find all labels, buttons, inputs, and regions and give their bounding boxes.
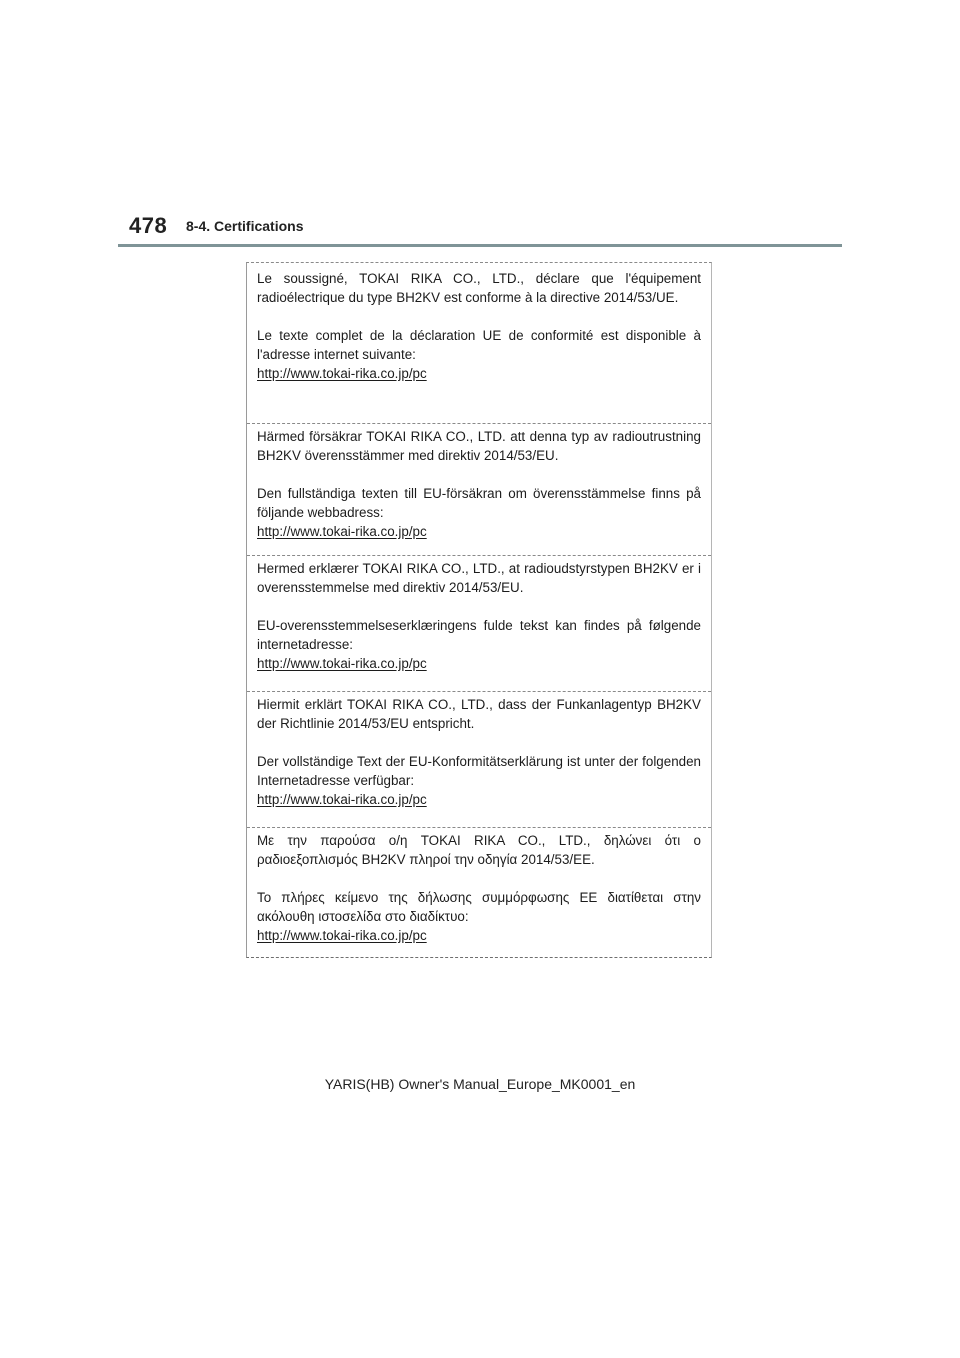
declaration-url-link[interactable]: http://www.tokai-rika.co.jp/pc	[257, 524, 427, 539]
declaration-greek	[247, 831, 711, 945]
header-rule	[118, 244, 842, 247]
declaration-danish	[247, 559, 711, 673]
section-divider	[247, 555, 711, 556]
declaration-url-link[interactable]: http://www.tokai-rika.co.jp/pc	[257, 792, 427, 807]
declaration-text: Hermed erklærer TOKAI RIKA CO., LTD., at radioudstyrstypen BH2KV er i overensstemmelse med direktiv 2014/53/EU.	[257, 561, 701, 595]
section-divider	[247, 691, 711, 692]
section-divider	[247, 827, 711, 828]
declaration-availability-text: Το πλήρες κείμενο της δήλωσης συμμόρφωσης ΕΕ διατίθεται στην ακόλουθη ιστοσελίδα στο διαδίκτυο:	[257, 890, 701, 924]
footer-manual-name: YARIS(HB) Owner's Manual_Europe_MK0001_en	[324, 1076, 636, 1092]
declaration-url-link[interactable]: http://www.tokai-rika.co.jp/pc	[257, 366, 427, 381]
declaration-text: Härmed försäkrar TOKAI RIKA CO., LTD. att denna typ av radioutrustning BH2KV överensstämmer med direktiv 2014/53/EU.	[257, 429, 701, 463]
declaration-text: Le soussigné, TOKAI RIKA CO., LTD., déclare que l'équipement radioélectrique du type BH2KV est conforme à la directive 2014/53/UE.	[257, 271, 701, 305]
declaration-text: Με την παρούσα ο/η TOKAI RIKA CO., LTD., δηλώνει ότι ο ραδιοεξοπλισμός BH2KV πληροί την οδηγία 2014/53/ΕΕ.	[257, 833, 701, 867]
section-title: 8-4. Certifications	[186, 218, 304, 234]
section-divider	[247, 423, 711, 424]
declaration-text: Hiermit erklärt TOKAI RIKA CO., LTD., dass der Funkanlagentyp BH2KV der Richtlinie 2014/53/EU entspricht.	[257, 697, 701, 731]
declaration-url-link[interactable]: http://www.tokai-rika.co.jp/pc	[257, 928, 427, 943]
declaration-availability-text: EU-overensstemmelseserklæringens fulde tekst kan findes på følgende internetadresse:	[257, 618, 701, 652]
declarations-panel	[246, 262, 712, 958]
page-number: 478	[129, 213, 168, 238]
declaration-german	[247, 695, 711, 809]
declaration-url-link[interactable]: http://www.tokai-rika.co.jp/pc	[257, 656, 427, 671]
declaration-availability-text: Den fullständiga texten till EU-försäkran om överensstämmelse finns på följande webbadress:	[257, 486, 701, 520]
declaration-swedish	[247, 427, 711, 541]
declaration-french	[247, 269, 711, 383]
declaration-availability-text: Le texte complet de la déclaration UE de conformité est disponible à l'adresse internet suivante:	[257, 328, 701, 362]
declaration-availability-text: Der vollständige Text der EU-Konformitätserklärung ist unter der folgenden Internetadresse verfügbar:	[257, 754, 701, 788]
